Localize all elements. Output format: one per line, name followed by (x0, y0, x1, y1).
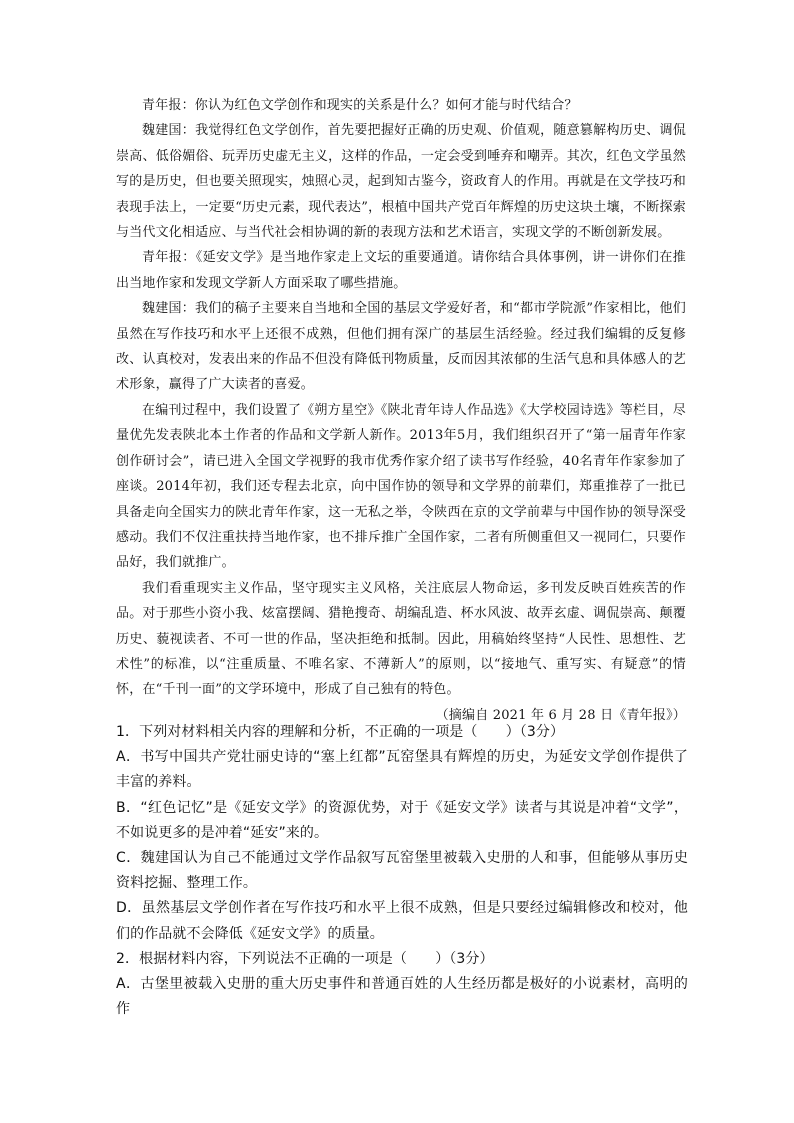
question-option: C．魏建国认为自己不能通过文学作品叙写瓦窑堡里被载入史册的人和事，但能够从事历史资料挖掘、整理工作。 (116, 850, 688, 892)
article-paragraph: 在编刊过程中，我们设置了《朔方星空》《陕北青年诗人作品选》《大学校园诗选》等栏目，尽量优先发表陕北本土作者的作品和文学新人新作。2013年5月，我们组织召开了“第一届青年作家创作研讨会”，请已进入全国文学视野的我市优秀作家介绍了读书写作经验，40名青年作家参加了座谈。2014年初，我们还专程去北京，向中国作协的领导和文学界的前辈们，郑重推荐了一批已具备走向全国实力的陕北青年作家，这一无私之举，令陕西在京的文学前辈与中国作协的领导深受感动。我们不仅注重扶持当地作家，也不排斥推广全国作家，二者有所侧重但又一视同仁，只要作品好，我们就推广。 (116, 402, 686, 571)
article-source: （摘编自 2021 年 6 月 28 日《青年报》） (435, 707, 686, 723)
article-paragraph: 魏建国：我觉得红色文学创作，首先要把握好正确的历史观、价值观，随意篡解构历史、调侃崇高、低俗媚俗、玩弄历史虚无主义，这样的作品，一定会受到唾弃和嘲弄。其次，红色文学虽然写的是历史，但也要关照现实，烛照心灵，起到知古鉴今，资政育人的作用。再就是在文学技巧和表现手法上，一定要“历史元素，现代表达”，根植中国共产党百年辉煌的历史这块土壤，不断探索与当代文化相适应、与当代社会相协调的新的表现方法和艺术语言，实现文学的不断创新发展。 (116, 123, 686, 241)
question-stem: 1．下列对材料相关内容的理解和分析，不正确的一项是（ ）（3分） (116, 724, 565, 740)
questions-section (116, 720, 688, 1022)
question-option: B．“红色记忆”是《延安文学》的资源优势，对于《延安文学》读者与其说是冲着“文学”，不如说更多的是冲着“延安”来的。 (116, 799, 688, 841)
article-paragraph: 魏建国：我们的稿子主要来自当地和全国的基层文学爱好者，和“都市学院派”作家相比，他们虽然在写作技巧和水平上还很不成熟，但他们拥有深广的基层生活经验。经过我们编辑的反复修改、认真校对，发表出来的作品不但没有降低刊物质量，反而因其浓郁的生活气息和具体感人的艺术形象，赢得了广大读者的喜爱。 (116, 301, 686, 393)
article-paragraph: 我们看重现实主义作品，坚守现实主义风格，关注底层人物命运，多刊发反映百姓疾苦的作品。对于那些小资小我、炫富摆阔、猎艳搜奇、胡编乱造、杯水风波、故弄玄虚、调侃崇高、颠覆历史、藐视读者、不可一世的作品，坚决拒绝和抵制。因此，用稿始终坚持“人民性、思想性、艺术性”的标准，以“注重质量、不唯名家、不薄新人”的原则，以“接地气、重写实、有疑意”的情怀，在“千刊一面”的文学环境中，形成了自己独有的特色。 (116, 580, 686, 698)
article-paragraph: 青年报：《延安文学》是当地作家走上文坛的重要通道。请你结合具体事例，讲一讲你们在推出当地作家和发现文学新人方面采取了哪些措施。 (116, 250, 686, 291)
article-paragraph: 青年报：你认为红色文学创作和现实的关系是什么？如何才能与时代结合？ (142, 98, 578, 113)
question-option: D．虽然基层文学创作者在写作技巧和水平上很不成熟，但是只要经过编辑修改和校对，他们的作品就不会降低《延安文学》的质量。 (116, 900, 688, 942)
question-option: A．古堡里被载入史册的重大历史事件和普通百姓的人生经历都是极好的小说素材，高明的作 (116, 976, 688, 1018)
question-stem: 2．根据材料内容，下列说法不正确的一项是（ ）（3分） (116, 950, 494, 967)
question-option: A．书写中国共产党壮丽史诗的“塞上红都”瓦窑堡具有辉煌的历史，为延安文学创作提供了丰富的养料。 (116, 749, 688, 791)
interview-article (116, 93, 686, 728)
